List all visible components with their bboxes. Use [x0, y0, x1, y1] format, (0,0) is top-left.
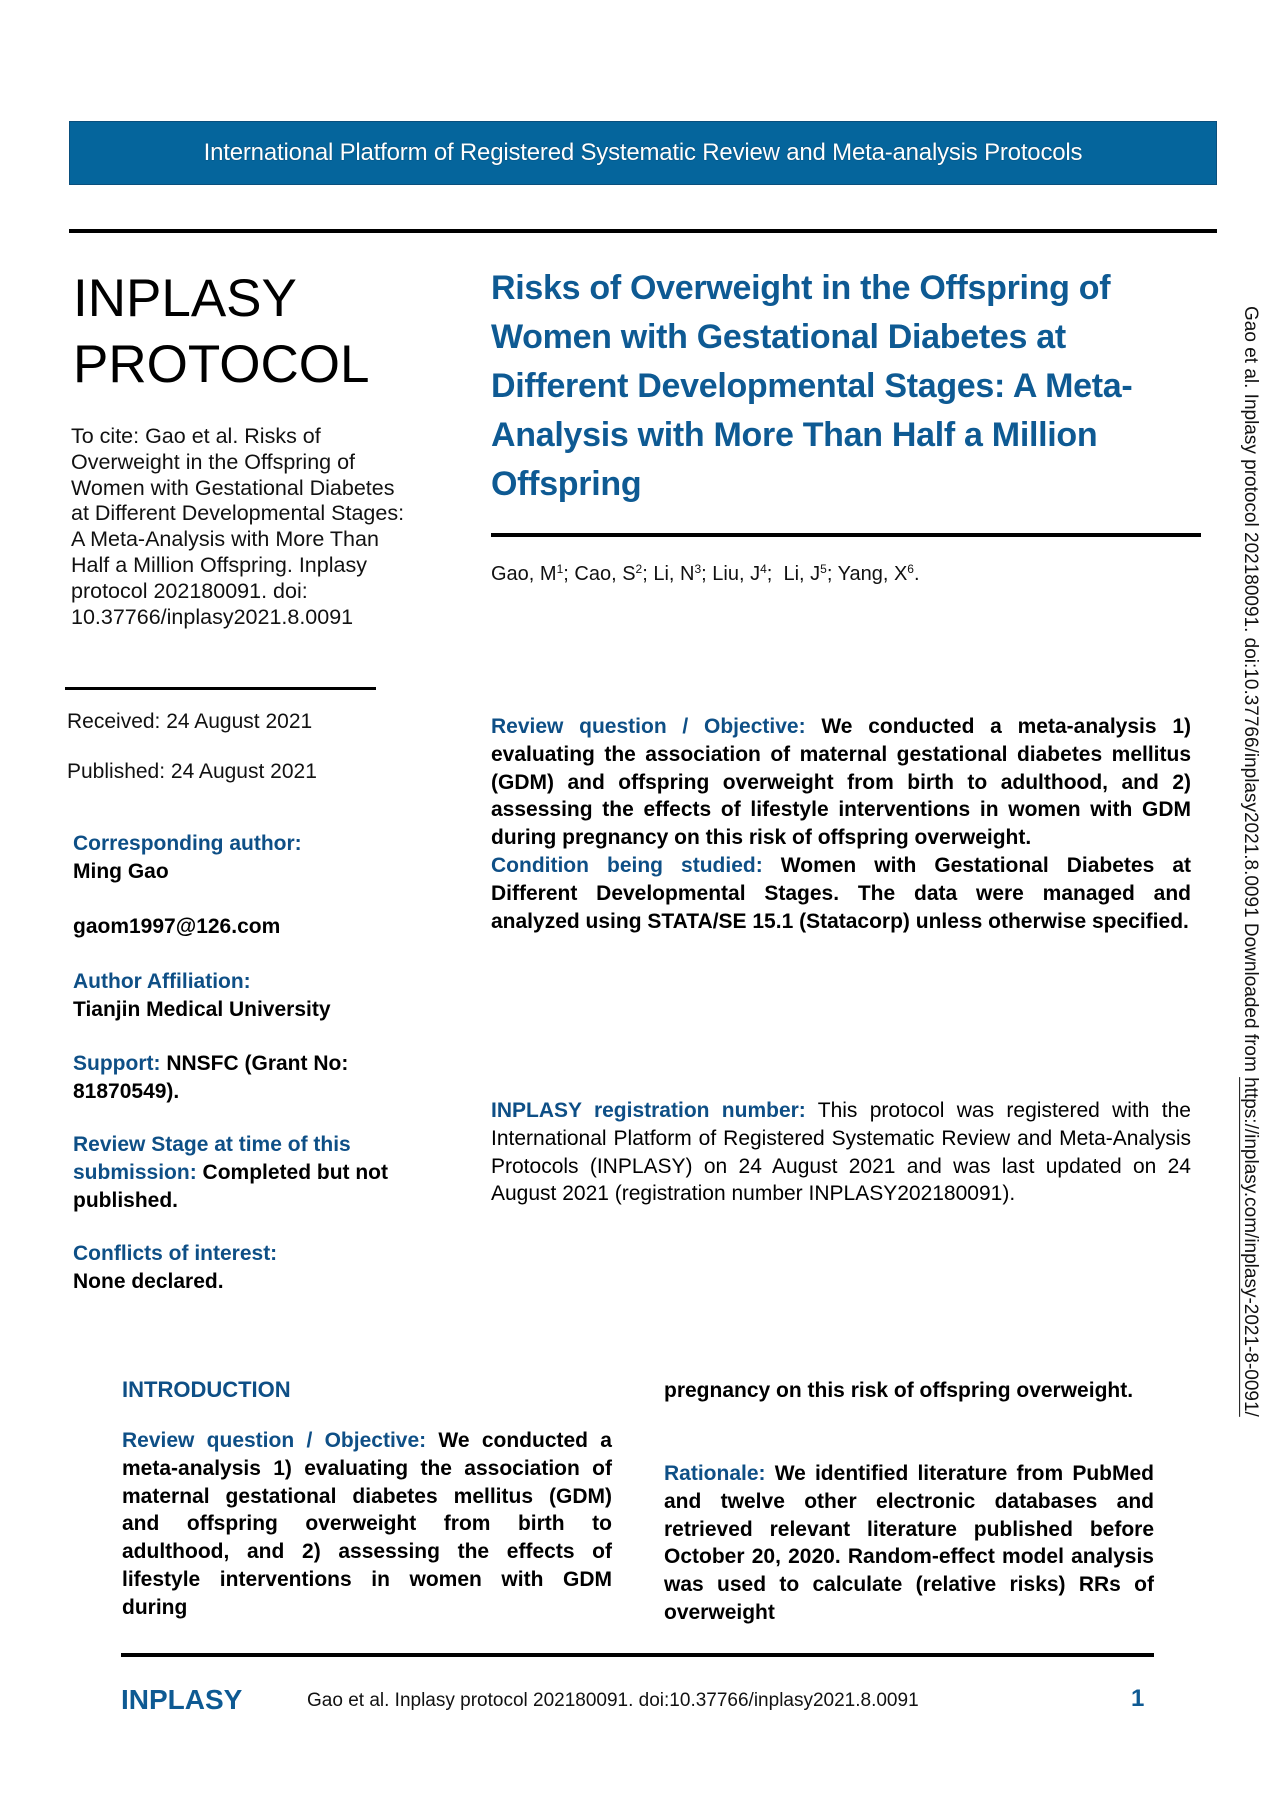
platform-banner: [69, 121, 1217, 185]
review-stage-value: Completed but not published.: [73, 1161, 389, 1212]
corresponding-author-block: [73, 830, 403, 886]
intro-objective-col2: pregnancy on this risk of offspring overweight.: [664, 1379, 1134, 1402]
conflicts-label: Conflicts of interest:: [73, 1242, 278, 1265]
introduction-heading: INTRODUCTION: [122, 1377, 291, 1402]
brand-title: [73, 266, 369, 398]
author-6: Yang, $X^6$.: [837, 562, 920, 585]
brand-line-2: PROTOCOL: [73, 335, 370, 394]
author-1: Gao, $M^1$;: [491, 562, 575, 585]
side-note-text: Gao et al. Inplasy protocol 202180091. doi:10.37766/inplasy2021.8.0091 Downloaded from: [1240, 306, 1261, 1078]
footer-citation: Gao et al. Inplasy protocol 202180091. doi:10.37766/inplasy2021.8.0091: [307, 1690, 919, 1711]
intro-rationale: [664, 1460, 1154, 1627]
registration-text: This protocol was registered with the International Platform of Registered Systematic Review and Meta-Analysis Protocols (INPLASY) on 24 August 2021 and was last updated on 24 August 2021 (registration number INPLASY202180091).: [491, 1099, 1191, 1206]
review-stage-label: Review Stage at time of this submission:: [73, 1133, 351, 1184]
abstract-condition-text: Women with Gestational Diabetes at Different Developmental Stages. The data were managed and analyzed using STATA/SE 15.1 (Statacorp) unless otherwise specified.: [491, 853, 1192, 933]
author-3: Li, $N^3$;: [653, 562, 713, 585]
abstract-condition-label: Condition being studied:: [491, 853, 763, 877]
author-list: [491, 562, 920, 586]
abstract-objective-label: Review question / Objective:: [491, 715, 806, 738]
author-2: Cao, $S^2$;: [574, 562, 654, 585]
side-download-note: [1231, 306, 1261, 1606]
footer-brand: INPLASY: [121, 1684, 243, 1715]
conflicts-value: None declared.: [73, 1270, 224, 1293]
footer-divider: [121, 1653, 1154, 1657]
banner-text: International Platform of Registered Systematic Review and Meta-analysis Protocols: [203, 139, 1083, 166]
corresponding-author-label: Corresponding author:: [73, 832, 302, 855]
author-email[interactable]: gaom1997@126.com: [73, 915, 281, 938]
paper-title: Risks of Overweight in the Offspring of Women with Gestational Diabetes at Different Developmental Stages: A Meta-Analysis with More Than Half a Million Offspring: [491, 269, 1133, 503]
conflicts-block: [73, 1240, 403, 1296]
top-divider: [69, 229, 1217, 233]
rationale-text: We identified literature from PubMed and twelve other electronic databases and retrieved relevant literature published before October 20, 2020. Random-effect model analysis was used to calculate (relative risks) RRs of overweight: [664, 1462, 1154, 1624]
registration-label: INPLASY registration number:: [491, 1099, 806, 1122]
support-block: [73, 1050, 403, 1106]
published-date: Published: 24 August 2021: [67, 760, 317, 783]
intro-objective-label: Review question / Objective:: [122, 1429, 427, 1452]
author-5: Li, $J^5$;: [783, 562, 838, 585]
brand-line-1: INPLASY: [73, 269, 297, 328]
rationale-label: Rationale:: [664, 1462, 766, 1485]
abstract-objective: [491, 713, 1191, 935]
side-note-link[interactable]: https://inplasy.com/inplasy-2021-8-0091/: [1240, 1077, 1261, 1417]
citation-text: To cite: Gao et al. Risks of Overweight in the Offspring of Women with Gestational Diabetes at Different Developmental Stages: A Meta-Analysis with More Than Half a Million Offspring. Inplasy protocol 202180091. doi: 10.37766/inplasy2021.8.0091: [71, 424, 405, 629]
support-label: Support:: [73, 1052, 161, 1075]
affiliation-value: Tianjin Medical University: [73, 998, 331, 1021]
affiliation-block: [73, 968, 403, 1024]
intro-objective-col1: [122, 1427, 612, 1622]
intro-objective-text: We conducted a meta-analysis 1) evaluating the association of maternal gestational diabetes mellitus (GDM) and offspring overweight from birth to adulthood, and 2) assessing the effects of lifestyle interventions in women with GDM during: [122, 1429, 612, 1619]
registration-paragraph: [491, 1097, 1191, 1208]
review-stage-block: [73, 1131, 403, 1215]
affiliation-label: Author Affiliation:: [73, 970, 251, 993]
title-divider: [491, 533, 1201, 537]
page-number: 1: [1131, 1685, 1145, 1712]
received-date: Received: 24 August 2021: [67, 710, 313, 733]
citation-divider: [65, 687, 376, 690]
support-value: NNSFC (Grant No: 81870549).: [73, 1052, 349, 1103]
abstract-objective-text: We conducted a meta-analysis 1) evaluating the association of maternal gestational diabetes mellitus (GDM) and offspring overweight from birth to adulthood, and 2) assessing the effects of lifestyle interventions in women with GDM during pregnancy on this risk of offspring overweight.: [491, 715, 1191, 850]
corresponding-author-name: Ming Gao: [73, 860, 169, 883]
author-4: Liu, $J^4$;: [712, 562, 784, 585]
